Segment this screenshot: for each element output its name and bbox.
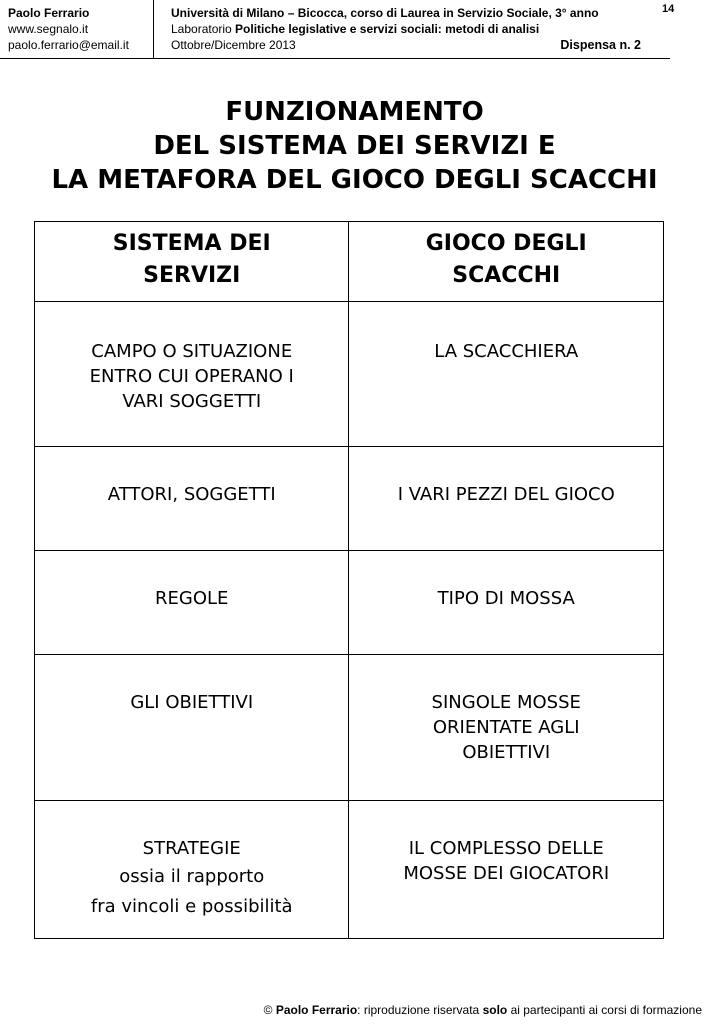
page-number: 14: [662, 3, 675, 15]
strategie-heading: STRATEGIE: [142, 838, 241, 859]
table-cell: [35, 551, 349, 655]
footer-author: Paolo Ferrario: [275, 1003, 358, 1017]
title-line-1: FUNZIONAMENTO: [225, 97, 484, 127]
table-row: [35, 551, 664, 655]
header-sistema-servizi: [35, 222, 349, 302]
author-email: paolo.ferrario@email.it: [8, 38, 129, 52]
table-header-row: [35, 222, 664, 302]
title-line-2: DEL SISTEMA DEI SERVIZI E: [153, 131, 556, 161]
table-cell: [349, 801, 664, 939]
strategie-line-2: ossia il rapporto: [119, 866, 265, 887]
lab-line: [171, 21, 651, 37]
header-gioco-label: GIOCO DEGLI SCACCHI: [425, 231, 587, 288]
table-cell: [349, 447, 664, 551]
table-cell: [35, 447, 349, 551]
table-row: [35, 302, 664, 447]
table-row: [35, 655, 664, 801]
period-line: [171, 37, 651, 53]
table-cell: [35, 302, 349, 447]
cell-text: ATTORI, SOGGETTI: [107, 484, 276, 505]
cell-text: CAMPO O SITUAZIONE ENTRO CUI OPERANO I VARI SOGGETTI: [89, 341, 294, 412]
cell-text: LA SCACCHIERA: [434, 341, 579, 362]
table-row: [35, 801, 664, 939]
strategie-line-3: fra vincoli e possibilità: [90, 896, 293, 917]
comparison-table: [34, 221, 664, 939]
cell-text: I VARI PEZZI DEL GIOCO: [397, 484, 615, 505]
cell-text: IL COMPLESSO DELLE MOSSE DEI GIOCATORI: [403, 838, 610, 884]
period: Ottobre/Dicembre 2013: [171, 38, 296, 52]
university-line: Università di Milano – Bicocca, corso di Laurea in Servizio Sociale, 3° anno: [171, 6, 599, 20]
cell-text: GLI OBIETTIVI: [130, 692, 254, 713]
author-website: www.segnalo.it: [8, 22, 89, 36]
footer-text-2: ai partecipanti ai corsi di formazione: [507, 1003, 702, 1017]
title-line-3: LA METAFORA DEL GIOCO DEGLI SCACCHI: [51, 165, 658, 195]
copyright-symbol: ©: [263, 1003, 276, 1017]
table-cell: [35, 801, 349, 939]
header-sistema-label: SISTEMA DEI SERVIZI: [112, 231, 271, 288]
header-gioco-scacchi: [349, 222, 664, 302]
lab-title: Politiche legislative e servizi sociali: metodi di analisi: [235, 22, 540, 36]
author-block: [8, 5, 129, 53]
page-header: [0, 0, 709, 60]
table-cell: [35, 655, 349, 801]
header-divider: [153, 0, 154, 58]
table-cell: [349, 551, 664, 655]
page-footer: [264, 1003, 702, 1017]
dispensa-label: Dispensa n. 2: [560, 38, 641, 52]
course-block: [171, 5, 651, 53]
table-cell: [349, 655, 664, 801]
footer-bold-word: solo: [482, 1003, 508, 1017]
table-cell: [349, 302, 664, 447]
cell-text: SINGOLE MOSSE ORIENTATE AGLI OBIETTIVI: [431, 692, 581, 763]
cell-text: TIPO DI MOSSA: [437, 588, 575, 609]
author-name: Paolo Ferrario: [8, 6, 90, 20]
lab-prefix: Laboratorio: [171, 22, 236, 36]
page-title: [0, 95, 709, 197]
table-row: [35, 447, 664, 551]
cell-text: REGOLE: [155, 588, 229, 609]
header-rule: [0, 58, 670, 59]
footer-text-1: : riproduzione riservata: [357, 1003, 483, 1017]
